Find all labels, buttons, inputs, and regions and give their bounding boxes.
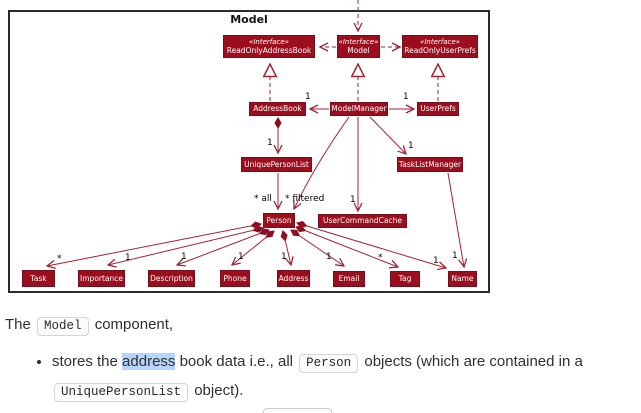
class-box-readonlyaddressbook xyxy=(223,35,315,58)
highlighted-text: address xyxy=(122,353,176,370)
class-box-model-interface xyxy=(337,35,380,58)
class-box-person: Person xyxy=(263,213,295,228)
multiplicity-label: 1 xyxy=(403,92,409,102)
inline-code-model: Model xyxy=(37,317,89,336)
multiplicity-label: 1 xyxy=(433,256,439,266)
bullet-text: book data i.e., all xyxy=(175,353,293,370)
intro-paragraph xyxy=(5,316,641,333)
class-box-tasklistmanager: TaskListManager xyxy=(397,157,463,172)
class-box-addressbook: AddressBook xyxy=(249,102,306,116)
multiplicity-label: 1 xyxy=(350,195,356,205)
class-box-importance: Importance xyxy=(78,270,125,287)
bullet-text: object). xyxy=(194,382,244,399)
multiplicity-label: 1 xyxy=(281,252,287,262)
class-box-modelmanager: ModelManager xyxy=(330,102,388,116)
class-box-userprefs: UserPrefs xyxy=(417,102,459,116)
inline-code-person: Person xyxy=(299,354,358,373)
multiplicity-label: 1 xyxy=(452,251,458,261)
class-box-address: Address xyxy=(277,270,310,287)
class-box-uniquepersonlist: UniquePersonList xyxy=(241,157,312,172)
class-box-name: Name xyxy=(448,271,477,287)
bullet-list xyxy=(0,348,641,406)
class-box-task: Task xyxy=(22,270,55,287)
bullet-text: objects (which are contained in a xyxy=(364,353,583,370)
bullet-line-1 xyxy=(52,348,641,377)
role-label-filtered: * filtered xyxy=(285,194,325,204)
bullet-line-2 xyxy=(52,377,641,406)
class-box-description: Description xyxy=(148,270,195,287)
class-box-phone: Phone xyxy=(220,270,250,287)
stereotype-label: «Interface» xyxy=(249,37,289,46)
list-item xyxy=(52,348,641,406)
multiplicity-label: 1 xyxy=(326,252,332,262)
uml-frame-title: Model xyxy=(230,13,268,26)
multiplicity-label: 1 xyxy=(267,138,273,148)
class-box-tag: Tag xyxy=(390,271,420,287)
class-name-label: ReadOnlyUserPrefs xyxy=(404,45,476,55)
class-box-readonlyuserprefs xyxy=(402,35,478,58)
class-box-email: Email xyxy=(333,271,365,287)
class-name-label: ReadOnlyAddressBook xyxy=(226,45,312,55)
multiplicity-label: * xyxy=(378,253,383,263)
class-name-label: Model xyxy=(347,45,370,55)
partially-visible-code-span xyxy=(263,408,332,413)
role-label-all: * all xyxy=(254,194,272,204)
class-box-usercommandcache: UserCommandCache xyxy=(318,214,407,228)
multiplicity-label: 1 xyxy=(408,141,414,151)
multiplicity-label: 1 xyxy=(125,253,131,263)
bullet-text: stores the xyxy=(52,353,123,370)
multiplicity-label: 1 xyxy=(181,252,187,262)
intro-text-post: component, xyxy=(94,316,174,333)
inline-code-uniquepersonlist: UniquePersonList xyxy=(54,383,188,402)
multiplicity-label: 1 xyxy=(238,252,244,262)
doc-text-section xyxy=(0,302,641,406)
multiplicity-label: 1 xyxy=(305,92,311,102)
multiplicity-label: * xyxy=(57,254,62,264)
intro-text-pre: The xyxy=(5,316,31,333)
stereotype-label: «Interface» xyxy=(338,37,379,46)
stereotype-label: «Interface» xyxy=(420,37,460,46)
